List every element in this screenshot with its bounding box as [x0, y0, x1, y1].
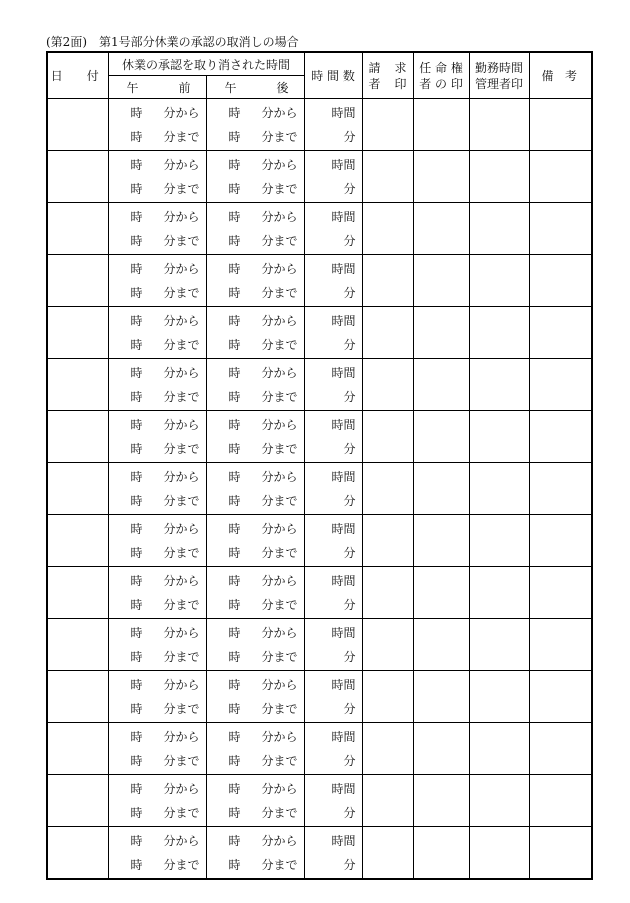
appointer-seal-cell[interactable]	[413, 671, 469, 723]
requester-seal-cell[interactable]	[362, 151, 413, 203]
requester-seal-cell[interactable]	[362, 203, 413, 255]
date-cell[interactable]	[47, 411, 108, 463]
requester-seal-cell[interactable]	[362, 567, 413, 619]
am-time-cell[interactable]: 時 分から 時 分まで	[108, 567, 206, 619]
hours-cell[interactable]: 時間 分	[304, 827, 362, 880]
cancelled-time-header: 休業の承認を取り消された時間	[108, 52, 304, 76]
work-manager-seal-cell[interactable]	[469, 515, 529, 567]
table-row	[47, 307, 592, 359]
am-time-cell[interactable]: 時 分から 時 分まで	[108, 411, 206, 463]
table-row	[47, 359, 592, 411]
remarks-cell[interactable]	[529, 619, 592, 671]
remarks-header: 備 考	[529, 52, 592, 99]
requester-seal-cell[interactable]	[362, 723, 413, 775]
page-title: (第2面) 第1号部分休業の承認の取消しの場合	[46, 35, 299, 49]
date-cell[interactable]	[47, 515, 108, 567]
pm-time-cell[interactable]: 時 分から 時 分まで	[206, 255, 304, 307]
date-cell[interactable]	[47, 567, 108, 619]
pm-time-cell[interactable]: 時 分から 時 分まで	[206, 775, 304, 827]
date-cell[interactable]	[47, 775, 108, 827]
date-cell[interactable]	[47, 827, 108, 880]
hours-cell[interactable]: 時間 分	[304, 723, 362, 775]
appointer-seal-cell[interactable]	[413, 99, 469, 151]
remarks-cell[interactable]	[529, 359, 592, 411]
pm-time-cell[interactable]: 時 分から 時 分まで	[206, 359, 304, 411]
requester-seal-cell[interactable]	[362, 359, 413, 411]
date-cell[interactable]	[47, 723, 108, 775]
remarks-cell[interactable]	[529, 515, 592, 567]
pm-time-cell[interactable]: 時 分から 時 分まで	[206, 827, 304, 880]
appointer-seal-cell[interactable]	[413, 827, 469, 880]
pm-time-cell[interactable]: 時 分から 時 分まで	[206, 151, 304, 203]
am-time-cell[interactable]: 時 分から 時 分まで	[108, 203, 206, 255]
requester-seal-cell[interactable]	[362, 671, 413, 723]
date-cell[interactable]	[47, 99, 108, 151]
remarks-cell[interactable]	[529, 203, 592, 255]
work-manager-seal-cell[interactable]	[469, 827, 529, 880]
remarks-cell[interactable]	[529, 255, 592, 307]
table-row	[47, 723, 592, 775]
hours-cell[interactable]: 時間 分	[304, 567, 362, 619]
work-manager-seal-cell[interactable]	[469, 671, 529, 723]
table-row	[47, 515, 592, 567]
date-cell[interactable]	[47, 463, 108, 515]
requester-seal-header: 請 求 者 印	[362, 52, 413, 99]
remarks-cell[interactable]	[529, 99, 592, 151]
work-manager-seal-cell[interactable]	[469, 723, 529, 775]
table-row	[47, 671, 592, 723]
appointer-seal-cell[interactable]	[413, 255, 469, 307]
table-row	[47, 151, 592, 203]
appointer-seal-cell[interactable]	[413, 151, 469, 203]
table-row	[47, 775, 592, 827]
work-manager-seal-cell[interactable]	[469, 619, 529, 671]
requester-seal-cell[interactable]	[362, 255, 413, 307]
pm-time-cell[interactable]: 時 分から 時 分まで	[206, 515, 304, 567]
pm-time-cell[interactable]: 時 分から 時 分まで	[206, 567, 304, 619]
hours-cell[interactable]: 時間 分	[304, 775, 362, 827]
date-header: 日 付	[47, 52, 108, 99]
hours-cell[interactable]: 時間 分	[304, 463, 362, 515]
remarks-cell[interactable]	[529, 307, 592, 359]
work-manager-seal-cell[interactable]	[469, 775, 529, 827]
remarks-cell[interactable]	[529, 671, 592, 723]
hours-cell[interactable]: 時間 分	[304, 671, 362, 723]
hours-cell[interactable]: 時間 分	[304, 411, 362, 463]
table-row	[47, 619, 592, 671]
pm-time-cell[interactable]: 時 分から 時 分まで	[206, 619, 304, 671]
am-time-cell[interactable]: 時 分から 時 分まで	[108, 463, 206, 515]
date-cell[interactable]	[47, 307, 108, 359]
pm-time-cell[interactable]: 時 分から 時 分まで	[206, 307, 304, 359]
pm-time-cell[interactable]: 時 分から 時 分まで	[206, 99, 304, 151]
pm-time-cell[interactable]: 時 分から 時 分まで	[206, 411, 304, 463]
appointer-seal-cell[interactable]	[413, 203, 469, 255]
remarks-cell[interactable]	[529, 151, 592, 203]
hours-cell[interactable]: 時間 分	[304, 359, 362, 411]
appointer-seal-cell[interactable]	[413, 567, 469, 619]
appointer-seal-header: 任 命 権 者 の 印	[413, 52, 469, 99]
appointer-seal-cell[interactable]	[413, 359, 469, 411]
work-manager-seal-header: 勤務時間 管理者印	[469, 52, 529, 99]
hours-cell[interactable]: 時間 分	[304, 151, 362, 203]
work-manager-seal-cell[interactable]	[469, 99, 529, 151]
appointer-seal-cell[interactable]	[413, 775, 469, 827]
remarks-cell[interactable]	[529, 723, 592, 775]
pm-time-cell[interactable]: 時 分から 時 分まで	[206, 203, 304, 255]
work-manager-seal-cell[interactable]	[469, 255, 529, 307]
remarks-cell[interactable]	[529, 567, 592, 619]
date-cell[interactable]	[47, 203, 108, 255]
hours-cell[interactable]: 時間 分	[304, 203, 362, 255]
work-manager-seal-cell[interactable]	[469, 307, 529, 359]
am-time-cell[interactable]: 時 分から 時 分まで	[108, 515, 206, 567]
am-time-cell[interactable]: 時 分から 時 分まで	[108, 671, 206, 723]
am-time-cell[interactable]: 時 分から 時 分まで	[108, 775, 206, 827]
table-row	[47, 827, 592, 880]
pm-time-cell[interactable]: 時 分から 時 分まで	[206, 671, 304, 723]
requester-seal-cell[interactable]	[362, 99, 413, 151]
am-time-cell[interactable]: 時 分から 時 分まで	[108, 255, 206, 307]
work-manager-seal-cell[interactable]	[469, 463, 529, 515]
work-manager-seal-cell[interactable]	[469, 359, 529, 411]
am-header: 午 前	[108, 76, 206, 99]
requester-seal-cell[interactable]	[362, 463, 413, 515]
am-time-cell[interactable]: 時 分から 時 分まで	[108, 359, 206, 411]
table-row	[47, 255, 592, 307]
date-cell[interactable]	[47, 359, 108, 411]
hours-cell[interactable]: 時間 分	[304, 307, 362, 359]
remarks-cell[interactable]	[529, 775, 592, 827]
date-cell[interactable]	[47, 255, 108, 307]
requester-seal-cell[interactable]	[362, 307, 413, 359]
hours-cell[interactable]: 時間 分	[304, 99, 362, 151]
appointer-seal-cell[interactable]	[413, 515, 469, 567]
work-manager-seal-cell[interactable]	[469, 411, 529, 463]
am-time-cell[interactable]: 時 分から 時 分まで	[108, 723, 206, 775]
am-time-cell[interactable]: 時 分から 時 分まで	[108, 307, 206, 359]
am-time-cell[interactable]: 時 分から 時 分まで	[108, 827, 206, 880]
work-manager-seal-cell[interactable]	[469, 567, 529, 619]
table-row	[47, 463, 592, 515]
pm-time-cell[interactable]: 時 分から 時 分まで	[206, 723, 304, 775]
work-manager-seal-cell[interactable]	[469, 203, 529, 255]
table-row	[47, 567, 592, 619]
hours-cell[interactable]: 時間 分	[304, 619, 362, 671]
requester-seal-cell[interactable]	[362, 619, 413, 671]
requester-seal-cell[interactable]	[362, 515, 413, 567]
remarks-cell[interactable]	[529, 463, 592, 515]
appointer-seal-cell[interactable]	[413, 411, 469, 463]
appointer-seal-cell[interactable]	[413, 723, 469, 775]
requester-seal-cell[interactable]	[362, 827, 413, 880]
date-cell[interactable]	[47, 151, 108, 203]
am-time-cell[interactable]: 時 分から 時 分まで	[108, 99, 206, 151]
pm-time-cell[interactable]: 時 分から 時 分まで	[206, 463, 304, 515]
table-row	[47, 99, 592, 151]
appointer-seal-cell[interactable]	[413, 619, 469, 671]
pm-header: 午 後	[206, 76, 304, 99]
date-cell[interactable]	[47, 619, 108, 671]
work-manager-seal-cell[interactable]	[469, 151, 529, 203]
appointer-seal-cell[interactable]	[413, 463, 469, 515]
hours-header: 時 間 数	[304, 52, 362, 99]
table-body	[47, 99, 592, 880]
am-time-cell[interactable]: 時 分から 時 分まで	[108, 151, 206, 203]
am-time-cell[interactable]: 時 分から 時 分まで	[108, 619, 206, 671]
requester-seal-cell[interactable]	[362, 411, 413, 463]
cancellation-table	[46, 51, 593, 880]
remarks-cell[interactable]	[529, 827, 592, 880]
hours-cell[interactable]: 時間 分	[304, 515, 362, 567]
requester-seal-cell[interactable]	[362, 775, 413, 827]
hours-cell[interactable]: 時間 分	[304, 255, 362, 307]
remarks-cell[interactable]	[529, 411, 592, 463]
date-cell[interactable]	[47, 671, 108, 723]
appointer-seal-cell[interactable]	[413, 307, 469, 359]
table-row	[47, 411, 592, 463]
table-row	[47, 203, 592, 255]
